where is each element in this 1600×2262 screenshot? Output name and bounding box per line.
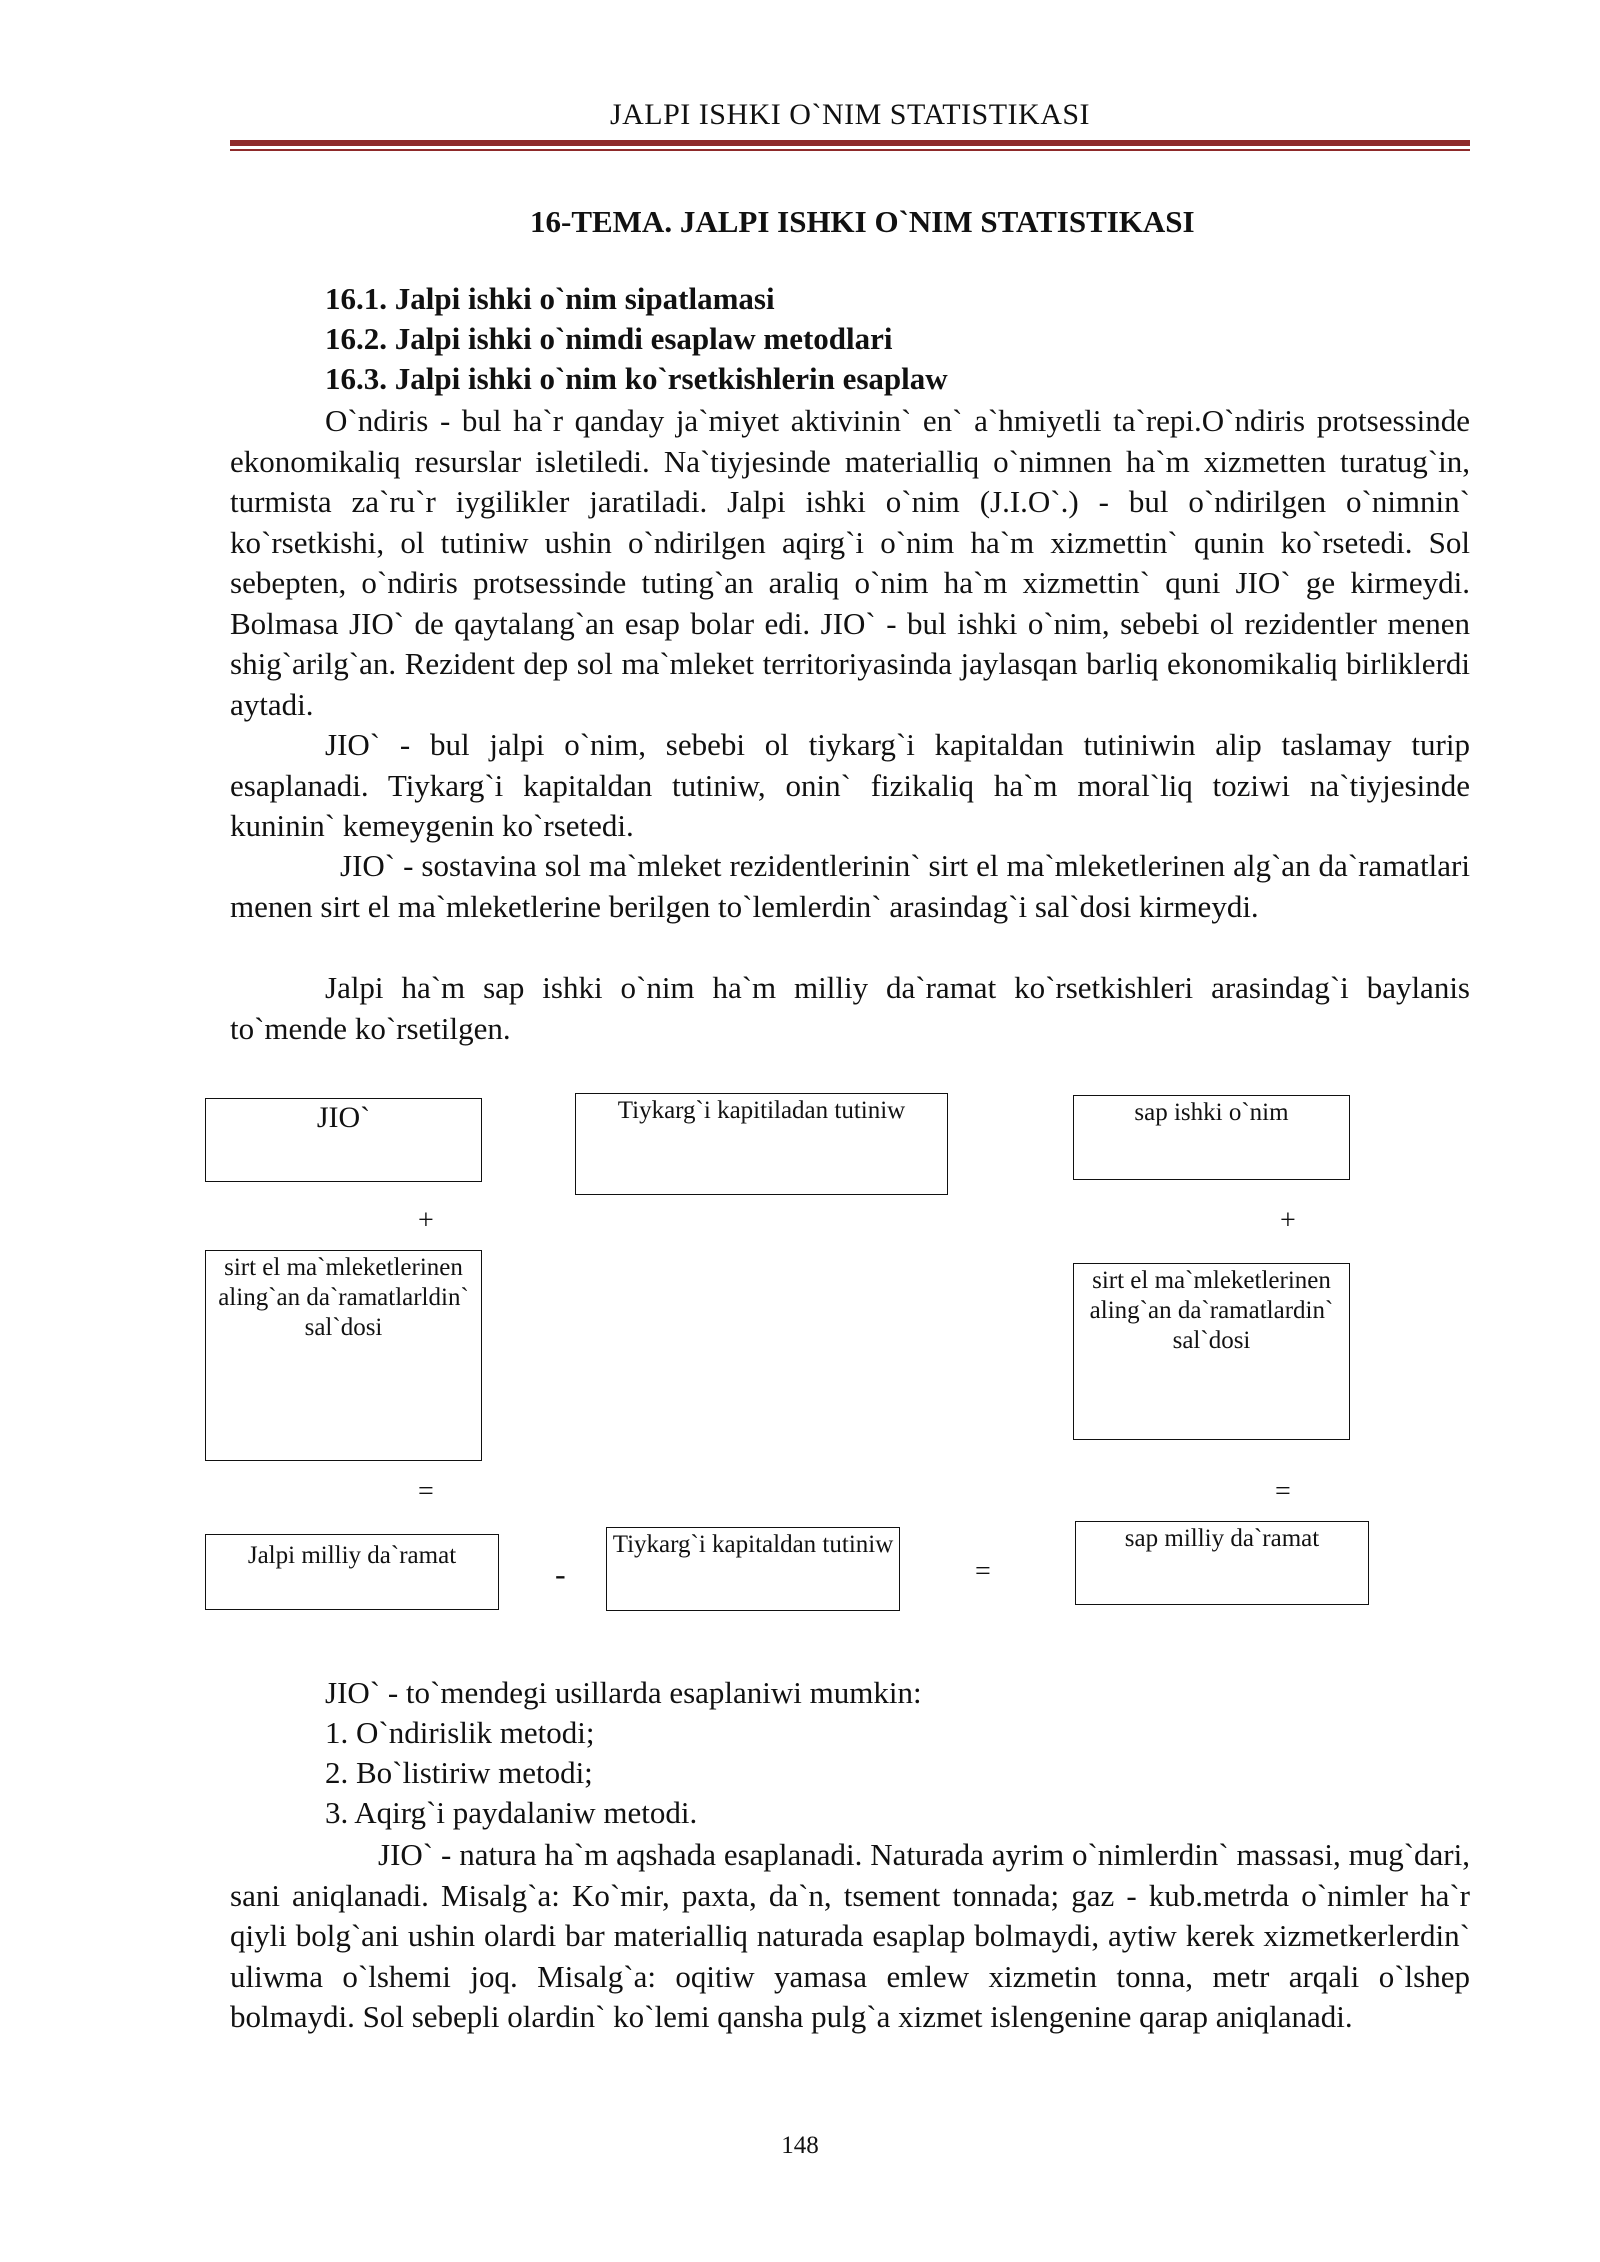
toc-item: 16.2. Jalpi ishki o`nimdi esaplaw metodlari — [325, 321, 893, 356]
box-jio: JIO` — [205, 1098, 482, 1182]
chapter-title: 16-TEMA. JALPI ISHKI O`NIM STATISTIKASI — [530, 204, 1195, 239]
toc-item: 16.3. Jalpi ishki o`nim ko`rsetkishlerin esaplaw — [325, 361, 948, 396]
box-capital-consumption: Tiykarg`i kapitaldan tutiniw — [606, 1527, 900, 1611]
running-header: JALPI ISHKI O`NIM STATISTIKASI — [609, 98, 1091, 131]
equals-sign: = — [418, 1476, 434, 1507]
method-item: 3. Aqirg`i paydalaniw metodi. — [325, 1795, 698, 1830]
paragraph: Jalpi ha`m sap ishki o`nim ha`m milliy da`ramat ko`rsetkishleri arasindag`i baylanis to`mende ko`rsetilgen. — [230, 970, 1470, 1046]
box-net-domestic-product: sap ishki o`nim — [1073, 1095, 1350, 1180]
plus-sign: + — [418, 1205, 434, 1236]
paragraph: JIO` - natura ha`m aqshada esaplanadi. Naturada ayrim o`nimlerdin` massasi, mug`dari, sani aniqlanadi. Misalg`a: Ko`mir, paxta, da`n, tsement tonnada; gaz - kub.metrda o`nimler ha`r qiyli bolg`ani ushin olardi bar materialliq naturada esaplap bolmaydi, aytiw kerek xizmetkerlerdin` uliwma o`lshemi joq. Misalg`a: oqitiw yamasa emlew xizmetin tonna, metr arqali o`lshep bolmaydi. Sol sebepli olardin` ko`lemi qansha pulg`a xizmet islengenine qarap aniqlanadi. — [230, 1837, 1470, 2034]
paragraph: O`ndiris - bul ha`r qanday ja`miyet aktivinin` en` a`hmiyetli ta`repi.O`ndiris protsessinde ekonomikaliq resurslar isletiledi. Na`tiyjesinde materialliq o`nimnen ha`m xizmetten turatug`in, turmista za`ru`r iygilikler jaratiladi. Jalpi ishki o`nim (J.I.O`.) - bul o`ndirilgen o`nimnin` ko`rsetkishi, ol tutiniw ushin o`ndirilgen aqirg`i o`nim ha`m xizmettin` qunin ko`rsetedi. Sol sebepten, o`ndiris protsessinde tuting`an araliq o`nim ha`m xizmettin` quni JIO` ge kirmeydi. Bolmasa JIO` de qaytalang`an esap bolar edi. JIO` - bul ishki o`nim, sebebi ol rezidentler menen shig`arilg`an. Rezident dep sol ma`mleket territoriyasinda jaylasqan barliq ekonomikaliq birliklerdi aytadi. — [230, 403, 1470, 722]
box-gross-national-income: Jalpi milliy da`ramat — [205, 1534, 499, 1610]
methods-intro: JIO` - to`mendegi usillarda esaplaniwi mumkin: — [325, 1675, 922, 1710]
equals-sign: = — [1275, 1476, 1291, 1507]
header-rule-thin — [230, 149, 1470, 151]
header-rule — [230, 140, 1470, 146]
equals-sign: = — [975, 1556, 991, 1587]
page-number: 148 — [781, 2132, 819, 2159]
box-net-income-abroad: sirt el ma`mleketlerinen aling`an da`ramatlardin` sal`dosi — [1073, 1263, 1350, 1440]
method-item: 1. O`ndirislik metodi; — [325, 1715, 595, 1750]
paragraph: JIO` - bul jalpi o`nim, sebebi ol tiykarg`i kapitaldan tutiniwin alip taslamay turip esaplanadi. Tiykarg`i kapitaldan tutiniw, onin` fizikaliq ha`m moral`liq toziwi na`tiyjesinde kuninin` kemeygenin ko`rsetedi. — [230, 727, 1470, 843]
box-capital-consumption: Tiykarg`i kapitiladan tutiniw — [575, 1093, 948, 1195]
plus-sign: + — [1280, 1205, 1296, 1236]
box-net-income-abroad: sirt el ma`mleketlerinen aling`an da`ramatlarldin` sal`dosi — [205, 1250, 482, 1461]
toc-item: 16.1. Jalpi ishki o`nim sipatlamasi — [325, 281, 775, 316]
method-item: 2. Bo`listiriw metodi; — [325, 1755, 593, 1790]
box-net-national-income: sap milliy da`ramat — [1075, 1521, 1369, 1605]
minus-sign: - — [555, 1556, 566, 1592]
paragraph: JIO` - sostavina sol ma`mleket rezidentlerinin` sirt el ma`mleketlerinen alg`an da`ramatlari menen sirt el ma`mleketlerine berilgen to`lemlerdin` arasindag`i sal`dosi kirmeydi. — [230, 848, 1470, 924]
